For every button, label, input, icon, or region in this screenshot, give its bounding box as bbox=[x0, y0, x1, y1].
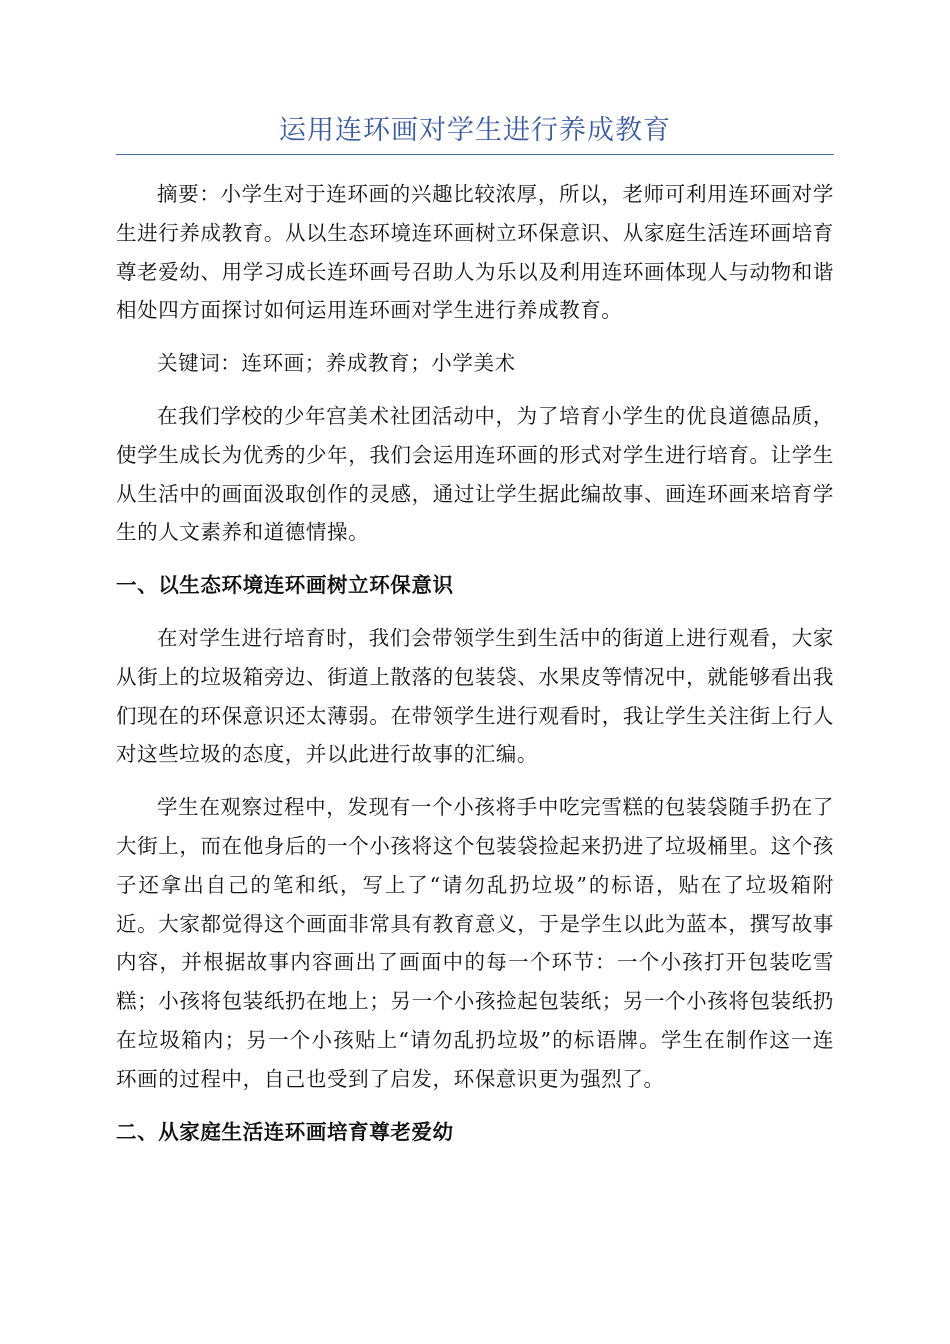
spacer bbox=[116, 552, 834, 566]
spacer bbox=[116, 330, 834, 344]
document-page bbox=[116, 108, 834, 1151]
section-heading-1: 一、以生态环境连环画树立环保意识 bbox=[116, 573, 454, 598]
document-title: 运用连环画对学生进行养成教育 bbox=[279, 115, 671, 146]
spacer bbox=[116, 383, 834, 397]
spacer bbox=[116, 605, 834, 619]
section1-paragraph-2: 学生在观察过程中，发现有一个小孩将手中吃完雪糕的包装袋随手扔在了大街上，而在他身后的一个小孩将这个包装袋捡起来扔进了垃圾桶里。这个孩子还拿出自己的笔和纸，写上了“请勿乱扔垃圾”的标语，贴在了垃圾箱附近。大家都觉得这个画面非常具有教育意义，于是学生以此为蓝本，撰写故事内容，并根据故事内容画出了画面中的每一个环节：一个小孩打开包装吃雪糕；小孩将包装纸扔在地上；另一个小孩捡起包装纸；另一个小孩将包装纸扔在垃圾箱内；另一个小孩贴上“请勿乱扔垃圾”的标语牌。学生在制作这一连环画的过程中，自己也受到了启发，环保意识更为强烈了。 bbox=[116, 795, 834, 1091]
spacer bbox=[116, 774, 834, 788]
section-heading-2: 二、从家庭生活连环画培育尊老爱幼 bbox=[116, 1119, 454, 1144]
section1-paragraph-1: 在对学生进行培育时，我们会带领学生到生活中的街道上进行观看，大家从街上的垃圾箱旁边、街道上散落的包装袋、水果皮等情况中，就能够看出我们现在的环保意识还太薄弱。在带领学生进行观看时，我让学生关注街上行人对这些垃圾的态度，并以此进行故事的汇编。 bbox=[116, 625, 834, 767]
intro-paragraph: 在我们学校的少年宫美术社团活动中，为了培育小学生的优良道德品质，使学生成长为优秀的少年，我们会运用连环画的形式对学生进行培育。让学生从生活中的画面汲取创作的灵感，通过让学生据此编故事、画连环画来培育学生的人文素养和道德情操。 bbox=[116, 403, 834, 545]
spacer bbox=[116, 1099, 834, 1113]
title-divider bbox=[116, 154, 834, 155]
abstract-paragraph: 摘要：小学生对于连环画的兴趣比较浓厚，所以，老师可利用连环画对学生进行养成教育。从以生态环境连环画树立环保意识、从家庭生活连环画培育尊老爱幼、用学习成长连环画号召助人为乐以及利用连环画体现人与动物和谐相处四方面探讨如何运用连环画对学生进行养成教育。 bbox=[116, 182, 834, 323]
keywords-paragraph: 关键词：连环画；养成教育；小学美术 bbox=[157, 351, 516, 376]
